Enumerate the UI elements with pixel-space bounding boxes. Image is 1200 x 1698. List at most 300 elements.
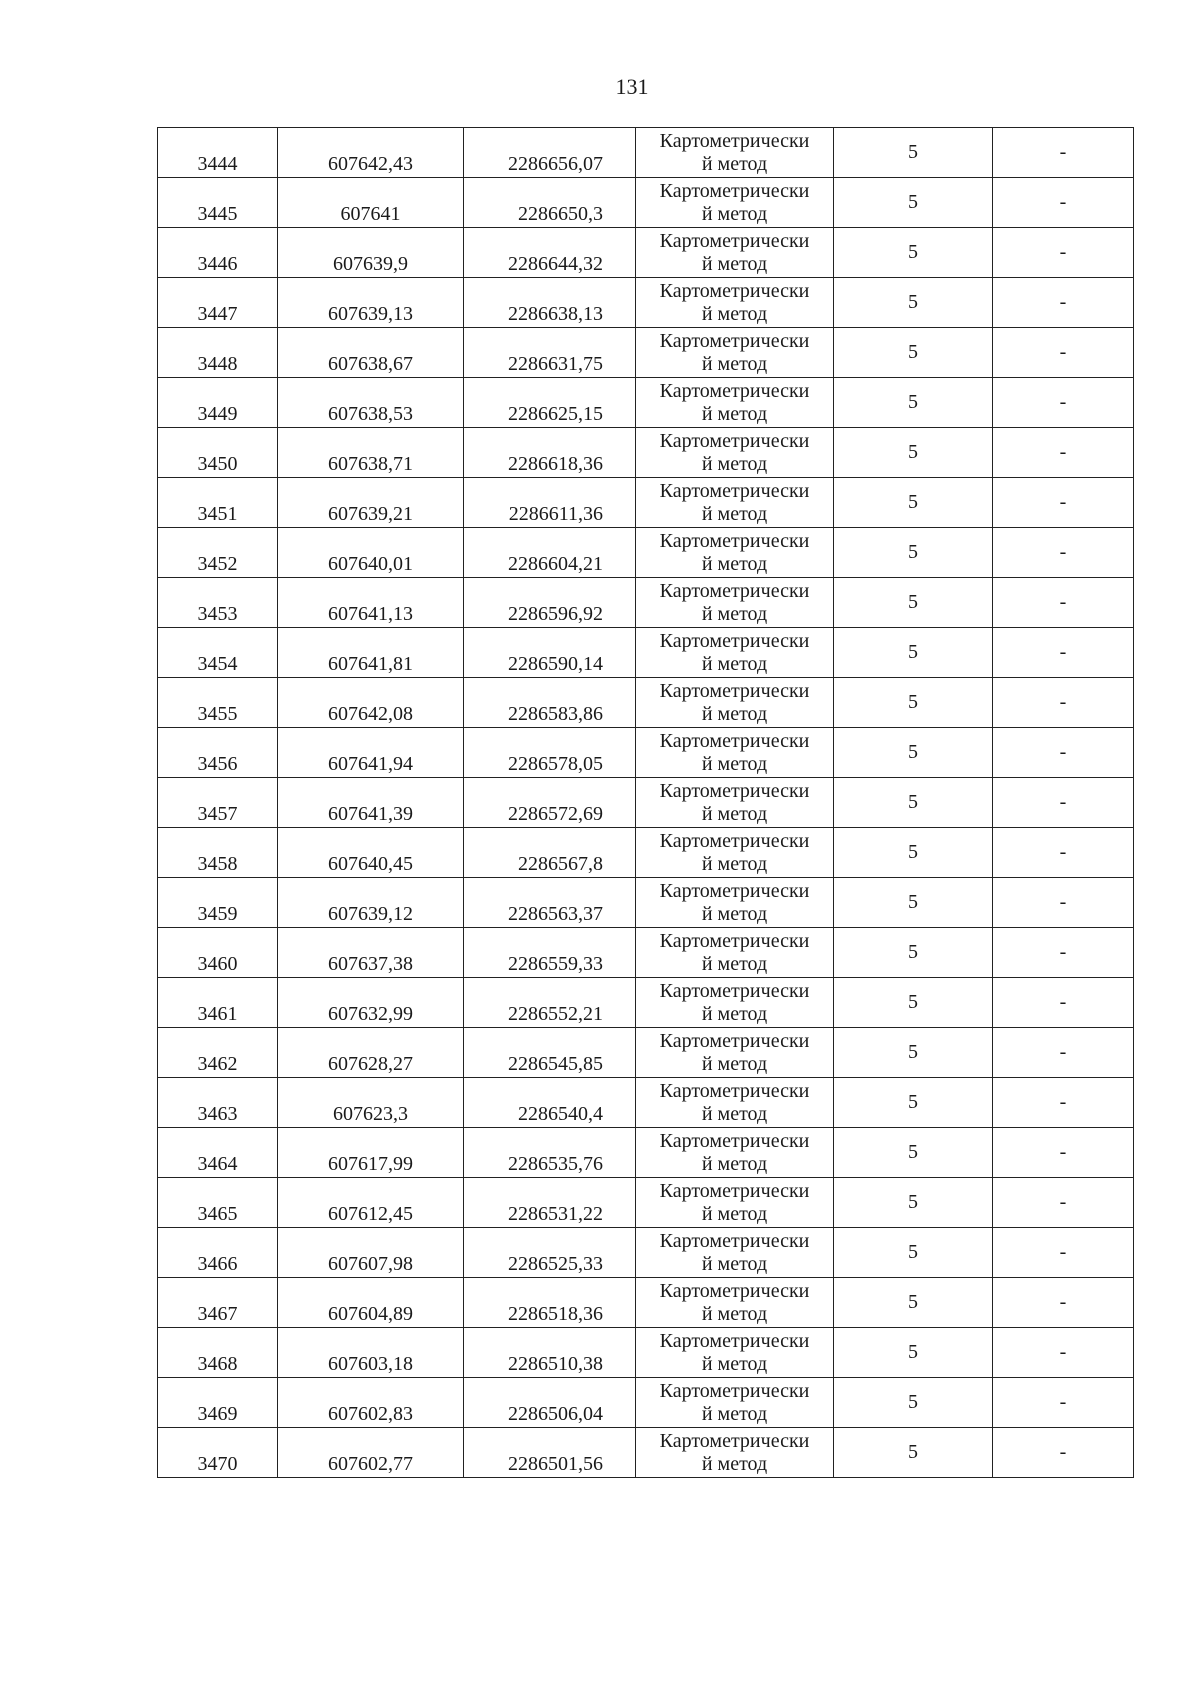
- accuracy-cell: 5: [834, 378, 993, 428]
- x-coordinate-text: 607642,08: [328, 703, 413, 725]
- y-coordinate-cell: [464, 1428, 636, 1478]
- y-coordinate-text: 2286518,36: [508, 1303, 603, 1325]
- y-coordinate-text: 2286618,36: [508, 453, 603, 475]
- method-cell: [636, 278, 834, 328]
- accuracy-cell: 5: [834, 1328, 993, 1378]
- x-coordinate-text: 607638,67: [328, 353, 413, 375]
- table-row: [158, 728, 1134, 778]
- method-text-line: й метод: [701, 652, 768, 675]
- y-coordinate-text: 2286525,33: [508, 1253, 603, 1275]
- method-cell: [636, 1028, 834, 1078]
- x-coordinate-cell: [278, 478, 464, 528]
- accuracy-cell: 5: [834, 1278, 993, 1328]
- y-coordinate-text: 2286563,37: [508, 903, 603, 925]
- x-coordinate-cell: [278, 1428, 464, 1478]
- x-coordinate-text: 607641,39: [328, 803, 413, 825]
- method-text-line: Картометрически: [659, 679, 810, 702]
- point-number-text: 3450: [197, 453, 238, 475]
- method-text-line: Картометрически: [659, 729, 810, 752]
- x-coordinate-cell: [278, 328, 464, 378]
- method-text-line: й метод: [701, 202, 768, 225]
- point-number-text: 3462: [197, 1053, 238, 1075]
- method-text-line: й метод: [701, 1152, 768, 1175]
- table-row: [158, 1078, 1134, 1128]
- x-coordinate-cell: [278, 778, 464, 828]
- y-coordinate-cell: [464, 728, 636, 778]
- table-row: [158, 1178, 1134, 1228]
- accuracy-cell: 5: [834, 978, 993, 1028]
- y-coordinate-cell: [464, 1078, 636, 1128]
- x-coordinate-text: 607639,9: [333, 253, 408, 275]
- point-number-text: 3460: [197, 953, 238, 975]
- method-cell: [636, 528, 834, 578]
- description-cell: -: [993, 1228, 1134, 1278]
- description-cell: -: [993, 328, 1134, 378]
- x-coordinate-cell: [278, 1178, 464, 1228]
- point-number-text: 3461: [197, 1003, 238, 1025]
- description-cell: -: [993, 928, 1134, 978]
- x-coordinate-cell: [278, 1328, 464, 1378]
- table-row: [158, 978, 1134, 1028]
- method-cell: [636, 1178, 834, 1228]
- accuracy-cell: 5: [834, 478, 993, 528]
- point-number-text: 3455: [197, 703, 238, 725]
- point-number-text: 3451: [197, 503, 238, 525]
- x-coordinate-cell: [278, 928, 464, 978]
- x-coordinate-cell: [278, 1128, 464, 1178]
- y-coordinate-text: 2286644,32: [508, 253, 603, 275]
- accuracy-cell: 5: [834, 428, 993, 478]
- y-coordinate-text: 2286590,14: [508, 653, 603, 675]
- method-cell: [636, 728, 834, 778]
- y-coordinate-cell: [464, 978, 636, 1028]
- description-cell: -: [993, 628, 1134, 678]
- accuracy-cell: 5: [834, 628, 993, 678]
- y-coordinate-text: 2286604,21: [508, 553, 603, 575]
- description-cell: -: [993, 428, 1134, 478]
- x-coordinate-text: 607603,18: [328, 1353, 413, 1375]
- method-cell: [636, 1328, 834, 1378]
- description-cell: -: [993, 1328, 1134, 1378]
- point-number-text: 3453: [197, 603, 238, 625]
- description-cell: -: [993, 1078, 1134, 1128]
- method-text-line: Картометрически: [659, 129, 810, 152]
- x-coordinate-text: 607641,13: [328, 603, 413, 625]
- y-coordinate-cell: [464, 1278, 636, 1328]
- x-coordinate-cell: [278, 878, 464, 928]
- x-coordinate-text: 607628,27: [328, 1053, 413, 1075]
- method-text-line: Картометрически: [659, 879, 810, 902]
- coordinates-table: [157, 127, 1134, 1478]
- point-number-cell: [158, 1128, 278, 1178]
- x-coordinate-text: 607638,71: [328, 453, 413, 475]
- accuracy-cell: 5: [834, 1078, 993, 1128]
- method-cell: [636, 578, 834, 628]
- description-cell: -: [993, 128, 1134, 178]
- point-number-text: 3463: [197, 1103, 238, 1125]
- point-number-text: 3447: [197, 303, 238, 325]
- table-row: [158, 328, 1134, 378]
- table-row: [158, 1378, 1134, 1428]
- y-coordinate-cell: [464, 128, 636, 178]
- table-body: [158, 128, 1134, 1478]
- table-row: [158, 528, 1134, 578]
- accuracy-cell: 5: [834, 328, 993, 378]
- x-coordinate-text: 607638,53: [328, 403, 413, 425]
- method-text-line: й метод: [701, 1302, 768, 1325]
- method-cell: [636, 1278, 834, 1328]
- y-coordinate-cell: [464, 1328, 636, 1378]
- method-text-line: й метод: [701, 1002, 768, 1025]
- point-number-text: 3445: [197, 203, 238, 225]
- y-coordinate-text: 2286567,8: [518, 853, 603, 875]
- point-number-text: 3464: [197, 1153, 238, 1175]
- y-coordinate-cell: [464, 178, 636, 228]
- description-cell: -: [993, 828, 1134, 878]
- accuracy-cell: 5: [834, 128, 993, 178]
- point-number-text: 3459: [197, 903, 238, 925]
- method-text-line: Картометрически: [659, 579, 810, 602]
- description-cell: -: [993, 1128, 1134, 1178]
- table-row: [158, 1328, 1134, 1378]
- table-row: [158, 928, 1134, 978]
- y-coordinate-text: 2286552,21: [508, 1003, 603, 1025]
- method-text-line: й метод: [701, 602, 768, 625]
- accuracy-cell: 5: [834, 1228, 993, 1278]
- method-text-line: Картометрически: [659, 279, 810, 302]
- point-number-cell: [158, 1078, 278, 1128]
- y-coordinate-cell: [464, 428, 636, 478]
- description-cell: -: [993, 978, 1134, 1028]
- y-coordinate-cell: [464, 628, 636, 678]
- method-text-line: Картометрически: [659, 1179, 810, 1202]
- method-text-line: Картометрически: [659, 1429, 810, 1452]
- x-coordinate-text: 607639,13: [328, 303, 413, 325]
- point-number-cell: [158, 178, 278, 228]
- y-coordinate-cell: [464, 328, 636, 378]
- method-text-line: Картометрически: [659, 1379, 810, 1402]
- point-number-cell: [158, 1328, 278, 1378]
- x-coordinate-cell: [278, 628, 464, 678]
- point-number-cell: [158, 1028, 278, 1078]
- method-text-line: й метод: [701, 1252, 768, 1275]
- y-coordinate-text: 2286578,05: [508, 753, 603, 775]
- description-cell: -: [993, 1178, 1134, 1228]
- description-cell: -: [993, 728, 1134, 778]
- method-cell: [636, 1378, 834, 1428]
- method-text-line: Картометрически: [659, 1229, 810, 1252]
- y-coordinate-text: 2286638,13: [508, 303, 603, 325]
- y-coordinate-text: 2286545,85: [508, 1053, 603, 1075]
- x-coordinate-cell: [278, 378, 464, 428]
- point-number-text: 3452: [197, 553, 238, 575]
- accuracy-cell: 5: [834, 528, 993, 578]
- x-coordinate-text: 607641,81: [328, 653, 413, 675]
- table-row: [158, 828, 1134, 878]
- x-coordinate-text: 607602,83: [328, 1403, 413, 1425]
- method-text-line: й метод: [701, 952, 768, 975]
- x-coordinate-cell: [278, 128, 464, 178]
- accuracy-cell: 5: [834, 278, 993, 328]
- y-coordinate-text: 2286501,56: [508, 1453, 603, 1475]
- y-coordinate-text: 2286656,07: [508, 153, 603, 175]
- x-coordinate-cell: [278, 278, 464, 328]
- x-coordinate-cell: [278, 978, 464, 1028]
- description-cell: -: [993, 378, 1134, 428]
- method-cell: [636, 128, 834, 178]
- accuracy-cell: 5: [834, 928, 993, 978]
- method-cell: [636, 178, 834, 228]
- accuracy-cell: 5: [834, 678, 993, 728]
- method-text-line: й метод: [701, 1052, 768, 1075]
- method-text-line: й метод: [701, 252, 768, 275]
- method-text-line: й метод: [701, 502, 768, 525]
- method-text-line: Картометрически: [659, 379, 810, 402]
- point-number-cell: [158, 1278, 278, 1328]
- x-coordinate-cell: [278, 578, 464, 628]
- method-text-line: Картометрически: [659, 1079, 810, 1102]
- x-coordinate-cell: [278, 1078, 464, 1128]
- accuracy-cell: 5: [834, 1128, 993, 1178]
- x-coordinate-cell: [278, 428, 464, 478]
- accuracy-cell: 5: [834, 578, 993, 628]
- method-cell: [636, 478, 834, 528]
- x-coordinate-cell: [278, 178, 464, 228]
- method-cell: [636, 1228, 834, 1278]
- point-number-text: 3456: [197, 753, 238, 775]
- accuracy-cell: 5: [834, 728, 993, 778]
- method-text-line: й метод: [701, 702, 768, 725]
- y-coordinate-cell: [464, 1378, 636, 1428]
- method-cell: [636, 828, 834, 878]
- table-row: [158, 1228, 1134, 1278]
- table-row: [158, 1028, 1134, 1078]
- method-text-line: Картометрически: [659, 629, 810, 652]
- x-coordinate-cell: [278, 678, 464, 728]
- method-text-line: Картометрически: [659, 1029, 810, 1052]
- point-number-cell: [158, 528, 278, 578]
- point-number-text: 3448: [197, 353, 238, 375]
- y-coordinate-cell: [464, 1128, 636, 1178]
- y-coordinate-cell: [464, 1228, 636, 1278]
- description-cell: -: [993, 878, 1134, 928]
- description-cell: -: [993, 178, 1134, 228]
- method-text-line: Картометрически: [659, 829, 810, 852]
- table-row: [158, 1428, 1134, 1478]
- method-text-line: Картометрически: [659, 529, 810, 552]
- description-cell: -: [993, 678, 1134, 728]
- table-row: [158, 228, 1134, 278]
- point-number-text: 3446: [197, 253, 238, 275]
- method-text-line: й метод: [701, 852, 768, 875]
- y-coordinate-cell: [464, 1028, 636, 1078]
- point-number-cell: [158, 928, 278, 978]
- point-number-cell: [158, 278, 278, 328]
- point-number-cell: [158, 478, 278, 528]
- point-number-text: 3469: [197, 1403, 238, 1425]
- accuracy-cell: 5: [834, 1378, 993, 1428]
- method-text-line: Картометрически: [659, 179, 810, 202]
- method-cell: [636, 1428, 834, 1478]
- y-coordinate-cell: [464, 278, 636, 328]
- accuracy-cell: 5: [834, 1028, 993, 1078]
- y-coordinate-cell: [464, 378, 636, 428]
- point-number-cell: [158, 1428, 278, 1478]
- x-coordinate-text: 607623,3: [333, 1103, 408, 1125]
- method-text-line: Картометрически: [659, 929, 810, 952]
- table-row: [158, 628, 1134, 678]
- point-number-cell: [158, 128, 278, 178]
- table-row: [158, 128, 1134, 178]
- y-coordinate-text: 2286631,75: [508, 353, 603, 375]
- x-coordinate-text: 607617,99: [328, 1153, 413, 1175]
- point-number-text: 3454: [197, 653, 238, 675]
- point-number-text: 3465: [197, 1203, 238, 1225]
- point-number-text: 3468: [197, 1353, 238, 1375]
- description-cell: -: [993, 528, 1134, 578]
- method-text-line: Картометрически: [659, 779, 810, 802]
- point-number-cell: [158, 828, 278, 878]
- description-cell: -: [993, 228, 1134, 278]
- x-coordinate-cell: [278, 728, 464, 778]
- method-text-line: й метод: [701, 1202, 768, 1225]
- point-number-text: 3458: [197, 853, 238, 875]
- method-text-line: й метод: [701, 1102, 768, 1125]
- method-cell: [636, 1128, 834, 1178]
- point-number-cell: [158, 1178, 278, 1228]
- y-coordinate-text: 2286510,38: [508, 1353, 603, 1375]
- point-number-cell: [158, 978, 278, 1028]
- method-text-line: Картометрически: [659, 479, 810, 502]
- method-text-line: Картометрически: [659, 329, 810, 352]
- method-cell: [636, 428, 834, 478]
- point-number-cell: [158, 878, 278, 928]
- page-number: 131: [615, 74, 649, 99]
- point-number-text: 3467: [197, 1303, 238, 1325]
- point-number-cell: [158, 228, 278, 278]
- accuracy-cell: 5: [834, 878, 993, 928]
- method-text-line: й метод: [701, 752, 768, 775]
- x-coordinate-text: 607632,99: [328, 1003, 413, 1025]
- method-cell: [636, 978, 834, 1028]
- method-text-line: й метод: [701, 152, 768, 175]
- x-coordinate-text: 607639,12: [328, 903, 413, 925]
- x-coordinate-cell: [278, 1228, 464, 1278]
- description-cell: -: [993, 478, 1134, 528]
- point-number-cell: [158, 628, 278, 678]
- table-row: [158, 778, 1134, 828]
- method-text-line: й метод: [701, 1402, 768, 1425]
- y-coordinate-cell: [464, 928, 636, 978]
- y-coordinate-cell: [464, 528, 636, 578]
- description-cell: -: [993, 1028, 1134, 1078]
- method-text-line: й метод: [701, 1352, 768, 1375]
- y-coordinate-text: 2286596,92: [508, 603, 603, 625]
- accuracy-cell: 5: [834, 1178, 993, 1228]
- y-coordinate-cell: [464, 828, 636, 878]
- y-coordinate-text: 2286531,22: [508, 1203, 603, 1225]
- point-number-cell: [158, 1228, 278, 1278]
- x-coordinate-cell: [278, 1028, 464, 1078]
- y-coordinate-text: 2286506,04: [508, 1403, 603, 1425]
- table-row: [158, 678, 1134, 728]
- method-cell: [636, 1078, 834, 1128]
- x-coordinate-text: 607640,01: [328, 553, 413, 575]
- y-coordinate-text: 2286559,33: [508, 953, 603, 975]
- x-coordinate-text: 607602,77: [328, 1453, 413, 1475]
- method-cell: [636, 778, 834, 828]
- y-coordinate-text: 2286611,36: [508, 503, 603, 525]
- method-text-line: Картометрически: [659, 979, 810, 1002]
- point-number-cell: [158, 328, 278, 378]
- x-coordinate-cell: [278, 1378, 464, 1428]
- table-row: [158, 378, 1134, 428]
- description-cell: -: [993, 278, 1134, 328]
- x-coordinate-text: 607642,43: [328, 153, 413, 175]
- x-coordinate-text: 607639,21: [328, 503, 413, 525]
- accuracy-cell: 5: [834, 1428, 993, 1478]
- point-number-cell: [158, 1378, 278, 1428]
- method-cell: [636, 378, 834, 428]
- method-cell: [636, 678, 834, 728]
- point-number-text: 3457: [197, 803, 238, 825]
- y-coordinate-text: 2286650,3: [518, 203, 603, 225]
- method-text-line: Картометрически: [659, 1129, 810, 1152]
- table-row: [158, 878, 1134, 928]
- table-row: [158, 278, 1134, 328]
- x-coordinate-text: 607637,38: [328, 953, 413, 975]
- point-number-cell: [158, 678, 278, 728]
- point-number-text: 3444: [197, 153, 238, 175]
- method-text-line: й метод: [701, 402, 768, 425]
- x-coordinate-text: 607612,45: [328, 1203, 413, 1225]
- y-coordinate-cell: [464, 578, 636, 628]
- accuracy-cell: 5: [834, 778, 993, 828]
- description-cell: -: [993, 778, 1134, 828]
- point-number-cell: [158, 428, 278, 478]
- method-cell: [636, 628, 834, 678]
- table-row: [158, 428, 1134, 478]
- method-text-line: й метод: [701, 352, 768, 375]
- point-number-cell: [158, 728, 278, 778]
- x-coordinate-text: 607641: [340, 203, 401, 225]
- method-text-line: й метод: [701, 1452, 768, 1475]
- description-cell: -: [993, 1378, 1134, 1428]
- description-cell: -: [993, 1428, 1134, 1478]
- table-row: [158, 1278, 1134, 1328]
- x-coordinate-text: 607640,45: [328, 853, 413, 875]
- x-coordinate-text: 607607,98: [328, 1253, 413, 1275]
- x-coordinate-cell: [278, 228, 464, 278]
- method-text-line: й метод: [701, 452, 768, 475]
- point-number-text: 3449: [197, 403, 238, 425]
- point-number-text: 3466: [197, 1253, 238, 1275]
- accuracy-cell: 5: [834, 228, 993, 278]
- table-row: [158, 178, 1134, 228]
- method-text-line: Картометрически: [659, 229, 810, 252]
- method-cell: [636, 878, 834, 928]
- description-cell: -: [993, 578, 1134, 628]
- x-coordinate-cell: [278, 528, 464, 578]
- method-cell: [636, 928, 834, 978]
- method-text-line: Картометрически: [659, 429, 810, 452]
- y-coordinate-cell: [464, 1178, 636, 1228]
- y-coordinate-cell: [464, 478, 636, 528]
- table-row: [158, 578, 1134, 628]
- y-coordinate-text: 2286540,4: [518, 1103, 603, 1125]
- y-coordinate-text: 2286583,86: [508, 703, 603, 725]
- x-coordinate-text: 607604,89: [328, 1303, 413, 1325]
